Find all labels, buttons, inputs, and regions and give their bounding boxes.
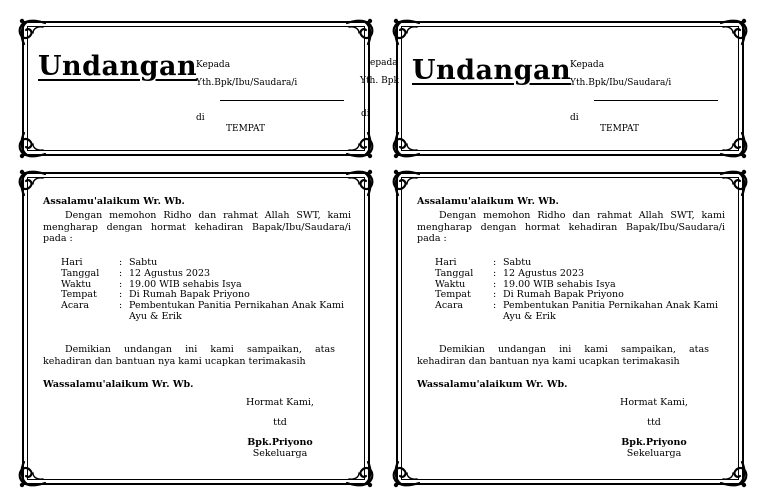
intro-paragraph [43, 210, 351, 245]
detail-label: Acara [61, 300, 90, 312]
envelope-kepada: Kepada [570, 60, 605, 70]
regards-text: Hormat Kami, [246, 397, 314, 408]
detail-colon: : [493, 257, 497, 268]
closing-paragraph [417, 344, 709, 367]
closing-text: Demikian undangan ini kami sampaikan, atas kehadiran dan bantuan nya kami ucapkan terimakasih [43, 344, 335, 367]
envelope-kepada: Kepada [196, 60, 231, 70]
intro-text: Dengan memohon Ridho dan rahmat Allah SWT, kami mengharap dengan hormat kehadiran Bapak/Ibu/Saudara/i pada : [43, 210, 351, 244]
envelope-tempat: TEMPAT [600, 124, 640, 134]
letter-card-right [396, 172, 744, 485]
detail-value: Sabtu [503, 257, 532, 268]
envelope-card-left [22, 21, 370, 156]
signer-family: Sekeluarga [252, 448, 308, 459]
detail-label: Tempat [61, 289, 97, 301]
detail-colon: : [493, 278, 497, 290]
envelope-tempat: TEMPAT [226, 124, 266, 134]
corner-ornament-icon [719, 131, 751, 163]
detail-colon: : [119, 278, 123, 290]
corner-ornament-icon [345, 460, 377, 492]
salam-opening: Assalamu'alaikum Wr. Wb. [43, 196, 185, 207]
detail-label: Tanggal [61, 267, 100, 279]
event-details [435, 258, 725, 323]
intro-text: Dengan memohon Ridho dan rahmat Allah SWT, kami mengharap dengan hormat kehadiran Bapak/Ibu/Saudara/i pada : [417, 210, 725, 244]
corner-ornament-icon [15, 460, 47, 492]
corner-ornament-icon [345, 14, 377, 46]
letter-card-left [22, 172, 370, 485]
signer-name: Bpk.Priyono [621, 437, 687, 448]
detail-colon: : [119, 300, 123, 312]
salam-opening: Assalamu'alaikum Wr. Wb. [417, 196, 559, 207]
intro-paragraph [417, 210, 725, 245]
corner-ornament-icon [15, 14, 47, 46]
detail-row-acara [435, 301, 725, 323]
envelope-card-right [396, 21, 744, 156]
envelope-title: Undangan [412, 55, 572, 86]
detail-label: Hari [435, 257, 457, 268]
corner-ornament-icon [389, 460, 421, 492]
detail-label: Tanggal [435, 267, 474, 279]
detail-label: Acara [435, 300, 464, 312]
detail-value: 12 Agustus 2023 [129, 267, 211, 279]
envelope-yth: Yth.Bpk/Ibu/Saudara/i [570, 78, 672, 88]
detail-colon: : [119, 289, 123, 301]
corner-ornament-icon [345, 131, 377, 163]
detail-colon: : [493, 289, 497, 301]
detail-value: Pembentukan Panitia Pernikahan Anak Kami Ayu & Erik [129, 300, 345, 322]
detail-row-tanggal [435, 269, 725, 280]
stray-yth-text: Yth. Bpk [360, 76, 399, 86]
detail-colon: : [493, 267, 497, 279]
event-details [61, 258, 351, 323]
detail-colon: : [493, 300, 497, 312]
corner-ornament-icon [389, 14, 421, 46]
detail-value: Di Rumah Bapak Priyono [503, 289, 624, 301]
detail-row-tanggal [61, 269, 351, 280]
stray-di-text: di [361, 109, 370, 119]
corner-ornament-icon [15, 165, 47, 197]
closing-paragraph [43, 344, 335, 367]
detail-value: Sabtu [129, 257, 158, 268]
salam-closing: Wassalamu'alaikum Wr. Wb. [43, 379, 194, 390]
envelope-title: Undangan [38, 51, 198, 82]
detail-label: Hari [61, 257, 83, 268]
detail-colon: : [119, 267, 123, 279]
detail-label: Waktu [435, 278, 466, 290]
ttd-text: ttd [273, 417, 287, 428]
salam-closing: Wassalamu'alaikum Wr. Wb. [417, 379, 568, 390]
detail-value: Di Rumah Bapak Priyono [129, 289, 250, 301]
stray-kepada-text: epada [370, 58, 398, 68]
closing-text: Demikian undangan ini kami sampaikan, atas kehadiran dan bantuan nya kami ucapkan terimakasih [417, 344, 709, 367]
detail-label: Waktu [61, 278, 92, 290]
corner-ornament-icon [389, 131, 421, 163]
envelope-di: di [570, 113, 579, 123]
detail-value: Pembentukan Panitia Pernikahan Anak Kami Ayu & Erik [503, 300, 719, 322]
envelope-di: di [196, 113, 205, 123]
detail-colon: : [119, 257, 123, 268]
signer-name: Bpk.Priyono [247, 437, 313, 448]
regards-text: Hormat Kami, [620, 397, 688, 408]
envelope-yth: Yth.Bpk/Ibu/Saudara/i [196, 78, 298, 88]
address-line [220, 100, 344, 101]
corner-ornament-icon [719, 460, 751, 492]
ttd-text: ttd [647, 417, 661, 428]
corner-ornament-icon [15, 131, 47, 163]
corner-ornament-icon [389, 165, 421, 197]
address-line [594, 100, 718, 101]
detail-label: Tempat [435, 289, 471, 301]
detail-row-acara [61, 301, 351, 323]
corner-ornament-icon [719, 165, 751, 197]
detail-value: 12 Agustus 2023 [503, 267, 585, 279]
corner-ornament-icon [345, 165, 377, 197]
signer-family: Sekeluarga [626, 448, 682, 459]
detail-value: 19.00 WIB sehabis Isya [503, 278, 616, 290]
detail-value: 19.00 WIB sehabis Isya [129, 278, 242, 290]
corner-ornament-icon [719, 14, 751, 46]
